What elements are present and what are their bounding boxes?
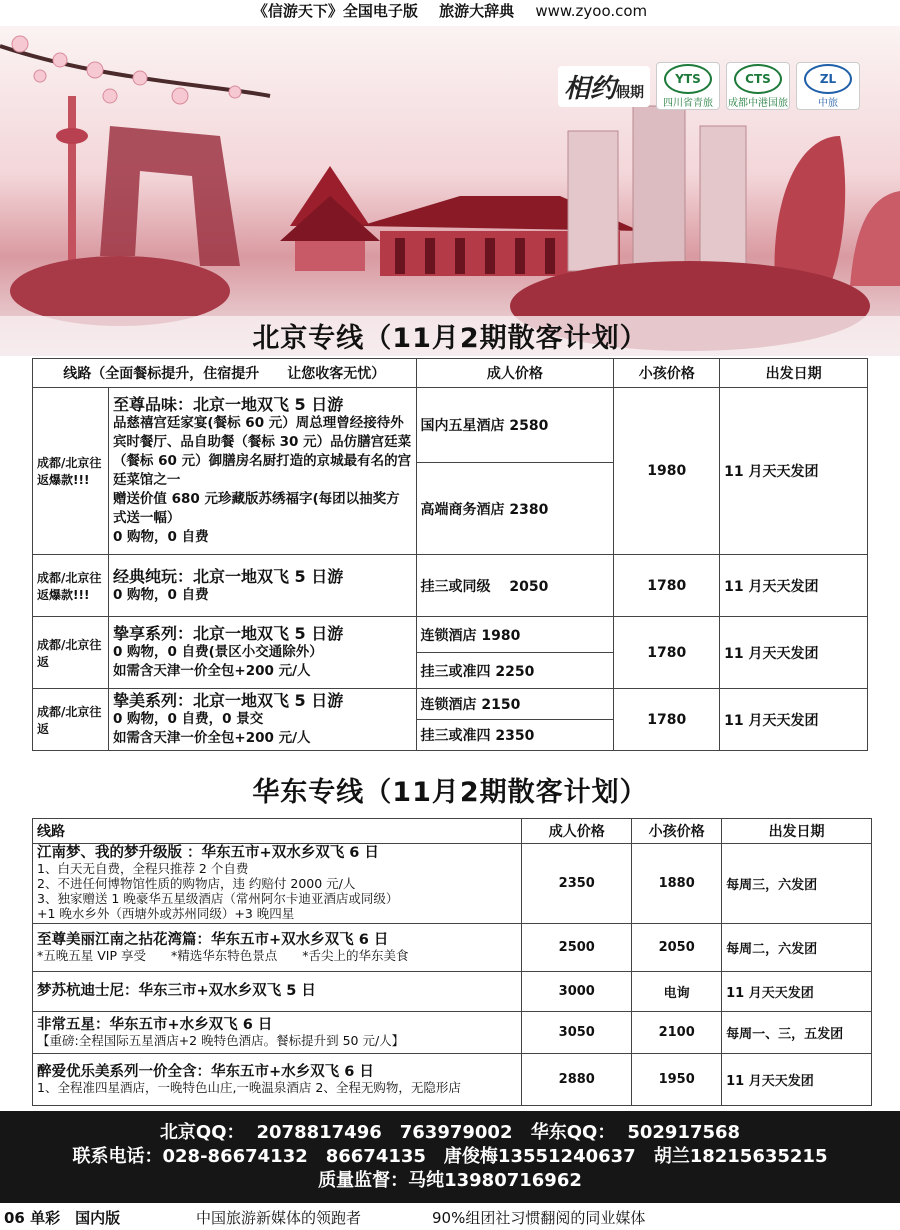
route-description: 至尊美丽江南之拈花湾篇：华东五市+双水乡双飞 6 日 *五晚五星 VIP 享受 *精选华东特色景点 *舌尖上的华东美食 <box>33 924 522 972</box>
beijing-qq[interactable]: 2078817496 763979002 <box>256 1122 513 1143</box>
table-row <box>33 1012 872 1054</box>
route-description: 至尊品味：北京一地双飞 5 日游 品慈禧宫廷家宴(餐标 60 元）周总理曾经接待外宾时餐厅、品自助餐（餐标 30 元）品仿膳宫廷菜（餐标 60 元）御膳房名厨打造的京城最有名的宫廷菜馆之一 赠送价值 680 元珍藏版苏绣福字(每团以抽奖方式送一幅） 0 购物，0 自费 <box>108 388 416 555</box>
col-child: 小孩价格 <box>614 359 720 388</box>
supervise-line: 质量监督：马纯13980716962 <box>318 1170 582 1191</box>
depart-date: 11 月天天发团 <box>720 388 868 555</box>
child-price: 1780 <box>614 555 720 617</box>
child-price: 1880 <box>632 844 722 924</box>
table-row <box>33 972 872 1012</box>
col-route: 线路 <box>33 819 522 844</box>
table-row <box>33 617 868 653</box>
adult-price: 2350 <box>522 844 632 924</box>
zhonglv-logo: ZL 中旅 <box>796 62 860 110</box>
depart-date: 11 月天天发团 <box>722 1054 872 1106</box>
adult-price: 2500 <box>522 924 632 972</box>
sichuan-youth-travel-logo: YTS 四川省青旅 <box>656 62 720 110</box>
col-adult: 成人价格 <box>522 819 632 844</box>
slogan-right: 90%组团社习惯翻阅的同业媒体 <box>432 1209 646 1227</box>
table-row <box>33 924 872 972</box>
route-name: 至尊美丽江南之拈花湾篇：华东五市+双水乡双飞 6 日 <box>37 931 389 948</box>
partner-logos <box>558 62 860 110</box>
contact-footer <box>0 1111 900 1203</box>
route-description: 江南梦、我的梦升级版 ：华东五市+双水乡双飞 6 日 1、白天无自费，全程只推荐 2 个自费 2、不进任何博物馆性质的购物店，违 约赔付 2000 元/人 3、独家赠送 1 晚豪华五星级酒店（常州阿尔卡迪亚酒店或同级） +1 晚水乡外（西塘外或苏州同级）+3 晚四星 <box>33 844 522 924</box>
col-date: 出发日期 <box>720 359 868 388</box>
depart-date: 11 月天天发团 <box>720 689 868 751</box>
top-banner <box>0 0 900 24</box>
route-cell: 成都/北京往返爆款!!! <box>33 555 109 617</box>
route-name: 挚美系列：北京一地双飞 5 日游 <box>112 691 344 710</box>
route-description: 经典纯玩：北京一地双飞 5 日游 0 购物，0 自费 <box>108 555 416 617</box>
route-description: 挚美系列：北京一地双飞 5 日游 0 购物，0 自费，0 景交 如需含天津一价全包+200 元/人 <box>108 689 416 751</box>
slogan-left: 中国旅游新媒体的领跑者 <box>196 1209 362 1227</box>
child-price: 1780 <box>614 689 720 751</box>
phone-line: 联系电话：028-86674132 86674135 唐俊梅13551240637 胡兰18215635215 <box>72 1146 828 1167</box>
route-name: 挚享系列：北京一地双飞 5 日游 <box>112 624 344 643</box>
route-description: 醉爱优乐美系列一价全含：华东五市+水乡双飞 6 日 1、全程准四星酒店，一晚特色山庄,一晚温泉酒店 2、全程无购物，无隐形店 <box>33 1054 522 1106</box>
depart-date: 11 月天天发团 <box>722 972 872 1012</box>
table-header-row <box>33 359 868 388</box>
depart-date: 每周三，六发团 <box>722 844 872 924</box>
table-header-row <box>33 819 872 844</box>
route-description: 非常五星：华东五市+水乡双飞 6 日 【重磅:全程国际五星酒店+2 晚特色酒店。餐标提升到 50 元/人】 <box>33 1012 522 1054</box>
route-name: 经典纯玩：北京一地双飞 5 日游 <box>112 566 344 586</box>
child-price: 1780 <box>614 617 720 689</box>
route-description: 挚享系列：北京一地双飞 5 日游 0 购物，0 自费(景区小交通除外） 如需含天津一价全包+200 元/人 <box>108 617 416 689</box>
col-child: 小孩价格 <box>632 819 722 844</box>
child-price: 2050 <box>632 924 722 972</box>
depart-date: 每周一、三，五发团 <box>722 1012 872 1054</box>
adult-price: 高端商务酒店 2380 <box>416 463 614 555</box>
depart-date: 11 月天天发团 <box>720 617 868 689</box>
adult-price: 挂三或准四 2250 <box>416 653 614 689</box>
depart-date: 11 月天天发团 <box>720 555 868 617</box>
adult-price: 连锁酒店 1980 <box>416 617 614 653</box>
table-row <box>33 388 868 463</box>
child-price: 电询 <box>632 972 722 1012</box>
magazine-title: 《信游天下》全国电子版 <box>252 2 418 20</box>
page-number: 06 单彩 国内版 <box>4 1209 121 1227</box>
col-route: 线路（全面餐标提升，住宿提升 让您收客无忧） <box>33 359 417 388</box>
xiangyue-holiday-logo: 相约假期 <box>558 66 650 107</box>
route-name: 非常五星：华东五市+水乡双飞 6 日 <box>37 1016 273 1033</box>
child-price: 1950 <box>632 1054 722 1106</box>
col-date: 出发日期 <box>722 819 872 844</box>
site-url[interactable]: www.zyoo.com <box>535 2 648 20</box>
huadong-qq[interactable]: 502917568 <box>627 1122 741 1143</box>
phone-numbers[interactable]: 028-86674132 86674135 唐俊梅13551240637 胡兰18215635215 <box>162 1146 828 1167</box>
page-footer <box>0 1206 900 1230</box>
adult-price: 挂三或准四 2350 <box>416 720 614 751</box>
huadong-route-table <box>32 818 872 1106</box>
adult-price: 挂三或同级 2050 <box>416 555 614 617</box>
route-name: 梦苏杭迪士尼：华东三市+双水乡双飞 5 日 <box>37 983 316 999</box>
section-name: 旅游大辞典 <box>439 2 515 20</box>
route-cell: 成都/北京往返 <box>33 689 109 751</box>
table-row <box>33 555 868 617</box>
adult-price: 国内五星酒店 2580 <box>416 388 614 463</box>
child-price: 2100 <box>632 1012 722 1054</box>
route-description <box>33 972 522 1012</box>
table-row <box>33 689 868 720</box>
table-row <box>33 844 872 924</box>
adult-price: 2880 <box>522 1054 632 1106</box>
route-cell: 成都/北京往返 <box>33 617 109 689</box>
route-name: 至尊品味：北京一地双飞 5 日游 <box>112 395 344 414</box>
route-name: 江南梦、我的梦升级版 ：华东五市+双水乡双飞 6 日 <box>37 845 379 861</box>
child-price: 1980 <box>614 388 720 555</box>
depart-date: 每周二，六发团 <box>722 924 872 972</box>
table-row <box>33 1054 872 1106</box>
huadong-section-title: 华东专线（11月2期散客计划） <box>252 777 648 808</box>
supervise-phone[interactable]: 马纯13980716962 <box>408 1170 582 1191</box>
beijing-section-title: 北京专线（11月2期散客计划） <box>252 323 648 354</box>
route-name: 醉爱优乐美系列一价全含：华东五市+水乡双飞 6 日 <box>37 1063 374 1080</box>
adult-price: 3000 <box>522 972 632 1012</box>
beijing-route-table <box>32 358 868 751</box>
chengdu-cts-logo: CTS 成都中港国旅 <box>726 62 790 110</box>
qq-line: 北京QQ： 2078817496 763979002 华东QQ： 502917568 <box>159 1122 741 1143</box>
route-cell: 成都/北京往返爆款!!! <box>33 388 109 555</box>
adult-price: 连锁酒店 2150 <box>416 689 614 720</box>
col-adult: 成人价格 <box>416 359 614 388</box>
beijing-skyline-banner <box>0 26 900 356</box>
adult-price: 3050 <box>522 1012 632 1054</box>
